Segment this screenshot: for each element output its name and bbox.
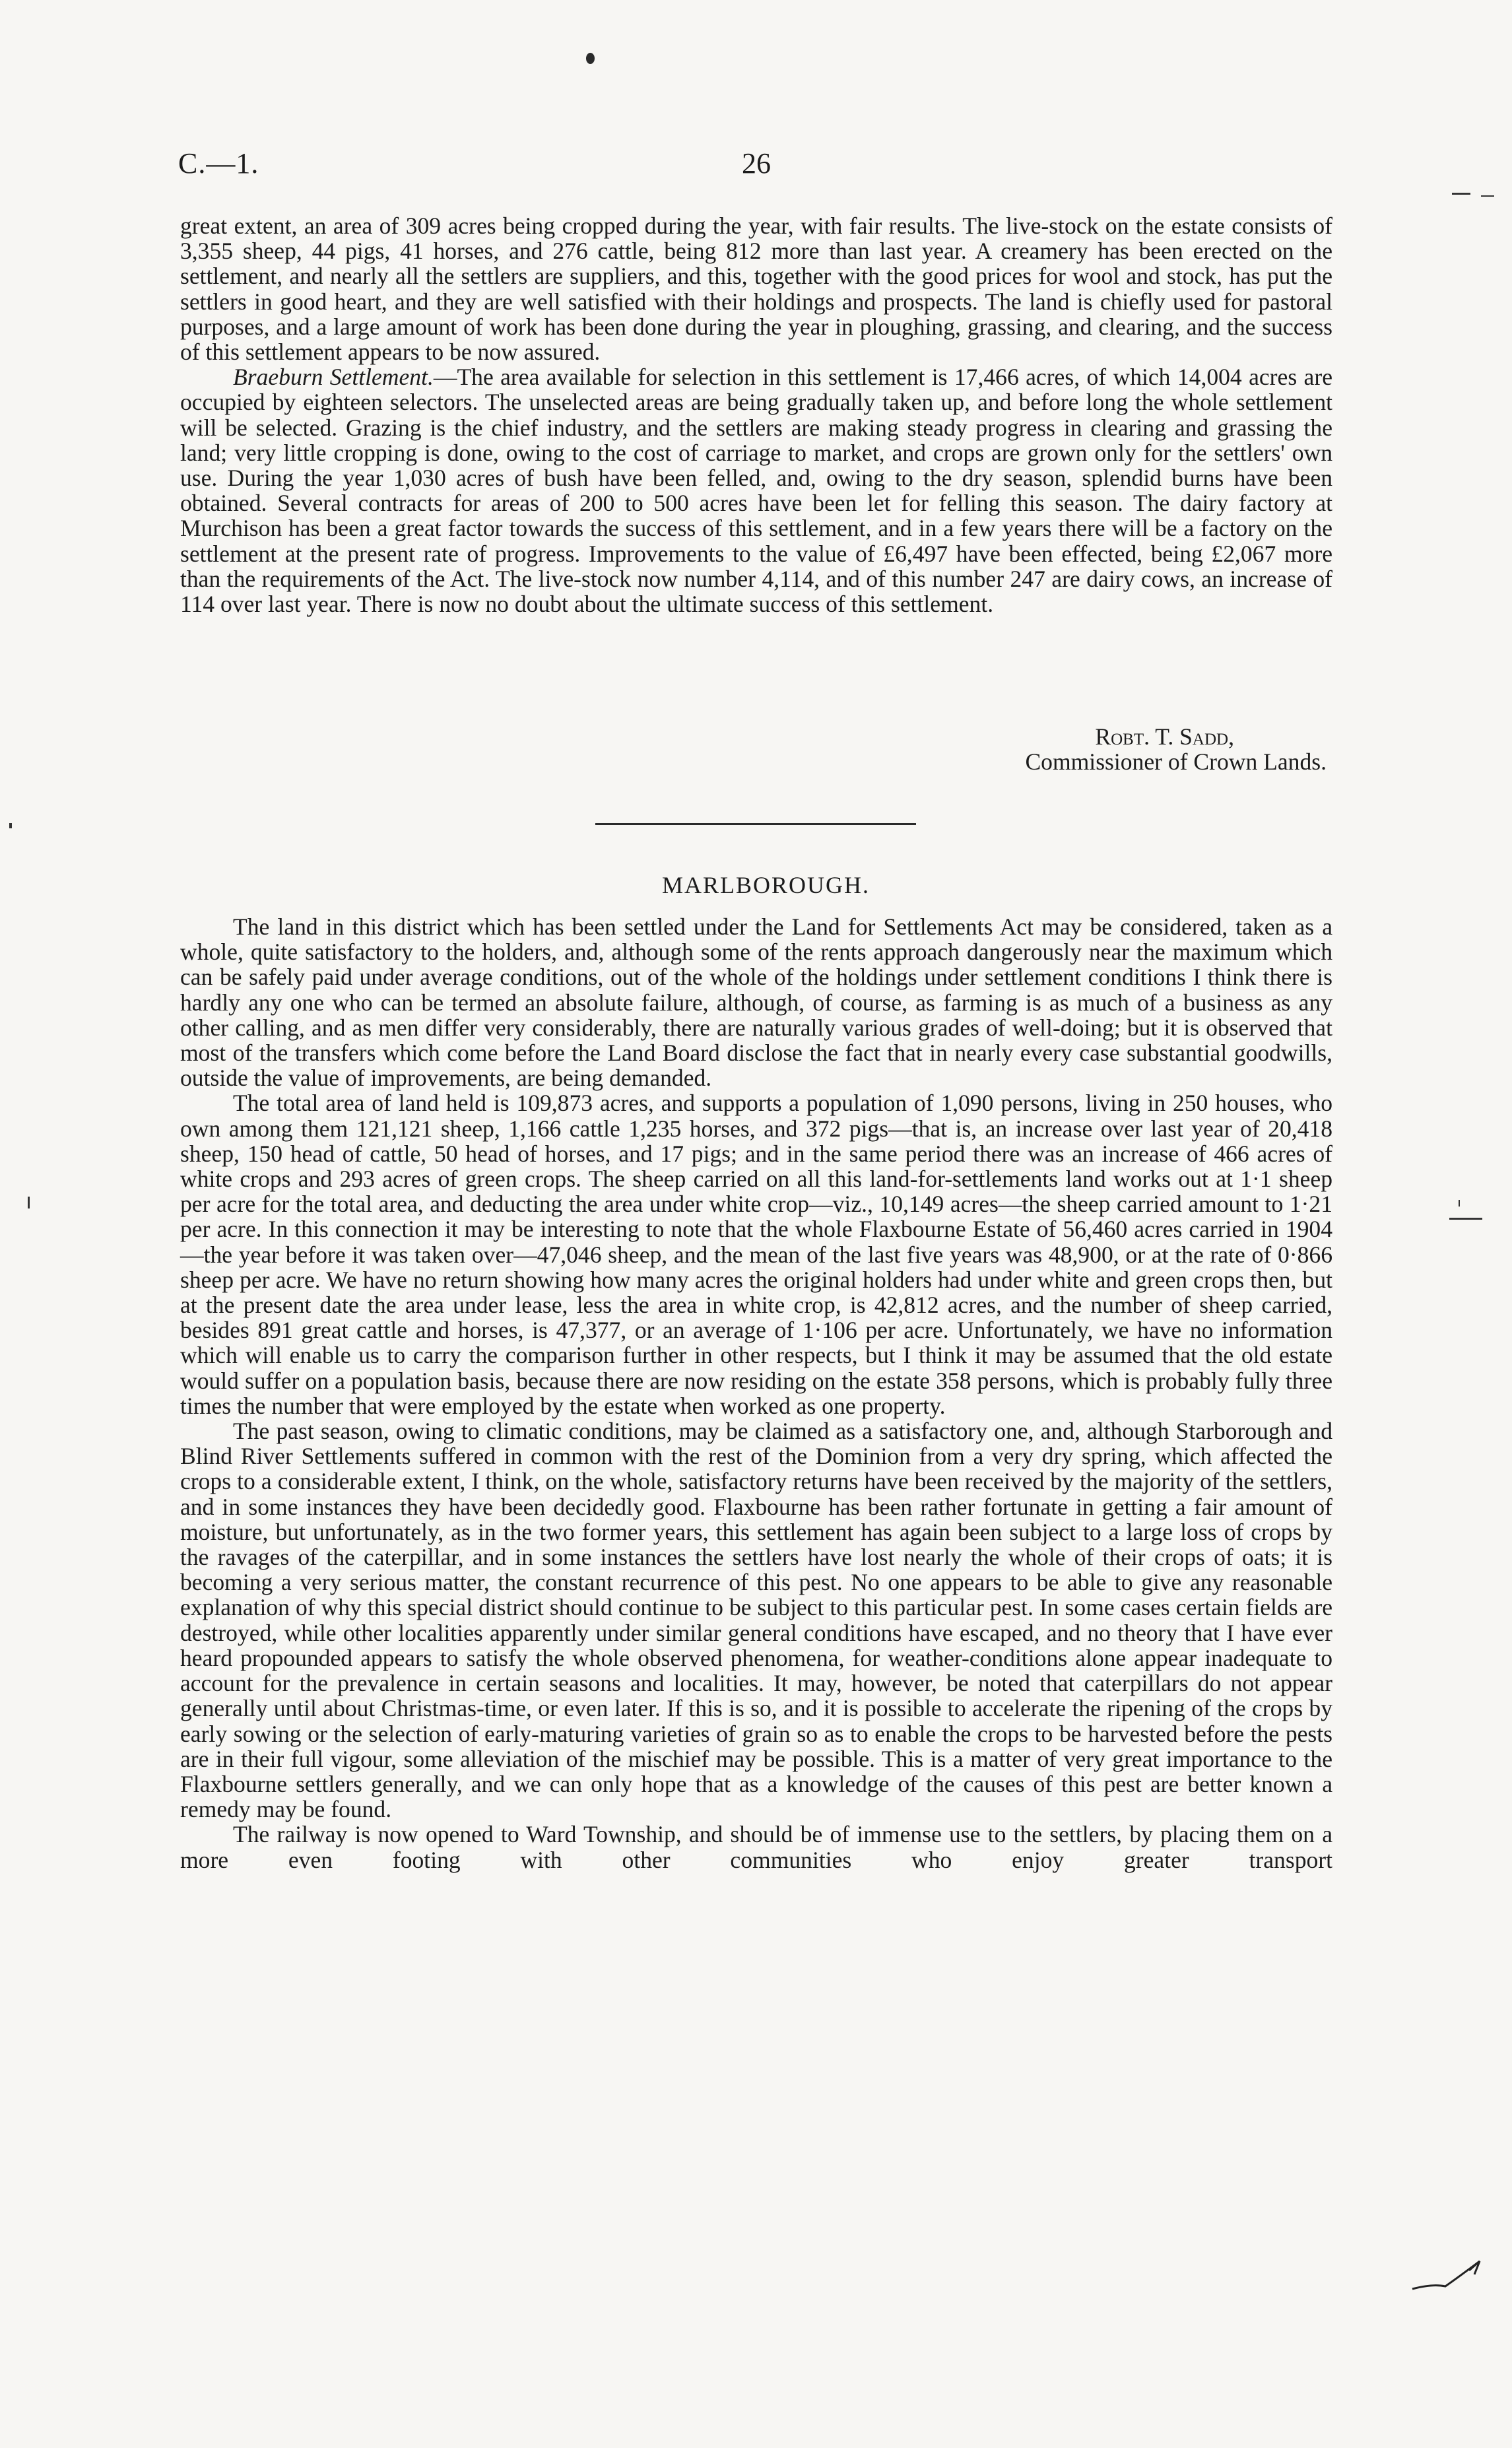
margin-mark bbox=[9, 823, 12, 828]
margin-mark bbox=[1452, 193, 1470, 195]
section-divider bbox=[595, 823, 916, 825]
document-reference: C.—1. bbox=[178, 147, 259, 180]
paragraph: The railway is now opened to Ward Township, and should be of immense use to the settlers, by placing them on a more even footing with other communities who enjoy greater transport bbox=[180, 1821, 1332, 1873]
margin-mark bbox=[1481, 195, 1494, 197]
page-number: 26 bbox=[742, 147, 771, 180]
signature-title: Commissioner of Crown Lands. bbox=[1025, 748, 1327, 775]
signature-name: Robt. T. Sadd, bbox=[1095, 723, 1234, 750]
paragraph: The total area of land held is 109,873 acres, and supports a population of 1,090 persons, living in 250 houses, who own among them 121,121 sheep, 1,166 cattle 1,235 horses, and 372 pigs—that is, an increase over last year of 20,418 sheep, 150 head of cattle, 50 head of horses, and 17 pigs; and in the same period there was an increase of 466 acres of white crops and 293 acres of green crops. The sheep carried on all this land-for-settlements land works out at 1·1 sheep per acre for the total area, and deducting the area under white crop—viz., 10,149 acres—the sheep carried amount to 1·21 per acre. In this connection it may be interesting to note that the whole Flaxbourne Estate of 56,460 acres carried in 1904—the year before it was taken over—47,046 sheep, and the mean of the last five years was 48,900, or at the rate of 0·866 sheep per acre. We have no return showing how many acres the original holders had under white and green crops then, but at the present date the area under lease, less the area in white crop, is 42,812 acres, and the number of sheep carried, besides 891 great cattle and horses, is 47,377, or an average of 1·106 per acre. Unfortunately, we have no information which will enable us to carry the comparison further in other respects, but I think it may be assumed that the old estate would suffer on a population basis, because there are now residing on the estate 358 persons, which is probably fully three times the number that were employed by the estate when worked as one property. bbox=[180, 1090, 1332, 1419]
continuation-paragraph: great extent, an area of 309 acres being cropped during the year, with fair results. The live-stock on the estate consists of 3,355 sheep, 44 pigs, 41 horses, and 276 cattle, being 812 more than last year. A creamery has been erected on the settlement, and nearly all the settlers are suppliers, and this, together with the good prices for wool and stock, has put the settlers in good heart, and they are well satisfied with their holdings and prospects. The land is chiefly used for pastoral purposes, and a large amount of work has been done during the year in ploughing, grassing, and clearing, and the success of this settlement appears to be now assured. bbox=[180, 213, 1332, 366]
ink-dot-mark bbox=[586, 53, 595, 64]
commissioner-report-section bbox=[180, 213, 1332, 616]
margin-mark bbox=[1459, 1200, 1460, 1207]
paragraph: The land in this district which has been settled under the Land for Settlements Act may be considered, taken as a whole, quite satisfactory to the holders, and, although some of the rents approach dangerously near the maximum which can be safely paid under average conditions, out of the whole of the holdings under settlement conditions I think there is hardly any one who can be termed an absolute failure, although, of course, as farming is as much of a business as any other calling, and as men differ very considerably, there are naturally various grades of well-doing; but it is observed that most of the transfers which come before the Land Board disclose the fact that in nearly every case substantial goodwills, outside the value of improvements, are being demanded. bbox=[180, 913, 1332, 1092]
section-title: MARLBOROUGH. bbox=[661, 872, 871, 898]
margin-mark bbox=[1449, 1218, 1482, 1220]
page-header bbox=[178, 147, 1327, 186]
margin-mark bbox=[28, 1197, 30, 1208]
signature-block bbox=[904, 724, 1327, 774]
paragraph: The past season, owing to climatic conditions, may be claimed as a satisfactory one, and, although Starborough and Blind River Settlements suffered in common with the rest of the Dominion from a very dry spring, which affected the crops to a considerable extent, I think, on the whole, satisfactory returns have been received by the majority of the settlers, and in some instances they have been decidedly good. Flaxbourne has been rather fortunate in getting a fair amount of moisture, but unfortunately, as in the two former years, this settlement has again been subject to a large loss of crops by the ravages of the caterpillar, and in some instances the settlers have lost nearly the whole of their crops of oats; it is becoming a very serious matter, the constant recurrence of this pest. No one appears to be able to give any reasonable explanation of why this special district should continue to be subject to this particular pest. In some cases certain fields are destroyed, while other localities apparently under similar general conditions have escaped, and no theory that I have ever heard propounded appears to satisfy the whole observed phenomena, for weather-conditions alone appear inadequate to account for the prevalence in certain seasons and localities. It may, however, be noted that caterpillars do not appear generally until about Christmas-time, or even later. If this is so, and it is possible to accelerate the ripening of the crops by early sowing or the selection of early-maturing varieties of grain so as to enable the crops to be harvested before the pests are in their full vigour, some alleviation of the mischief may be possible. This is a matter of very great importance to the Flaxbourne settlers generally, and we can only hope that as a knowledge of the causes of this pest are better known a remedy may be found. bbox=[180, 1418, 1332, 1823]
marlborough-section bbox=[180, 914, 1332, 1872]
check-mark bbox=[1406, 2257, 1485, 2297]
braeburn-paragraph bbox=[180, 364, 1332, 616]
braeburn-heading: Braeburn Settlement. bbox=[233, 364, 434, 391]
braeburn-text: —The area available for selection in this settlement is 17,466 acres, of which 14,004 acres are occupied by eighteen selectors. The unselected areas are being gradually taken up, and before long the whole settlement will be selected. Grazing is the chief industry, and the settlers are making steady progress in clearing and grassing the land; very little cropping is done, owing to the cost of carriage to market, and crops are grown only for the settlers' own use. During the year 1,030 acres of bush have been felled, and, owing to the dry season, splendid burns have been obtained. Several contracts for areas of 200 to 500 acres have been let for felling this season. The dairy factory at Murchison has been a great factor towards the success of this settlement, and in a few years there will be a factory on the settlement at the present rate of progress. Improvements to the value of £6,497 have been effected, being £2,067 more than the requirements of the Act. The live-stock now number 4,114, and of this number 247 are dairy cows, an increase of 114 over last year. There is now no doubt about the ultimate success of this settlement. bbox=[180, 364, 1332, 618]
